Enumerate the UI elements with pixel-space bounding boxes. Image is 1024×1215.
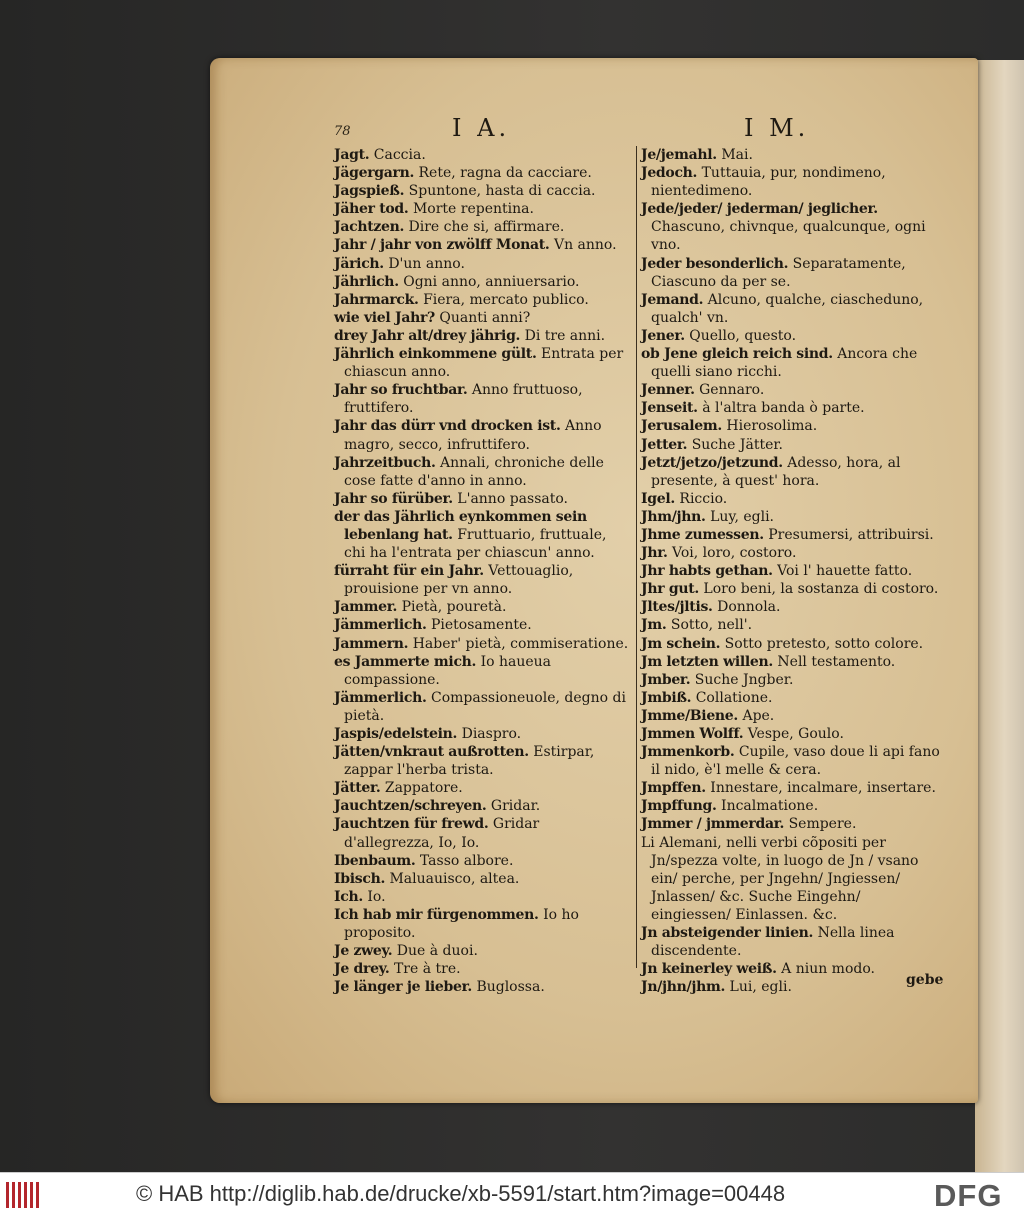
german-headword: Igel. — [641, 490, 675, 507]
dictionary-entry — [641, 399, 943, 417]
german-headword: Jmmenkorb. — [641, 744, 735, 761]
dictionary-entry — [641, 725, 943, 743]
german-headword: Jmmen Wolff. — [641, 726, 744, 742]
dictionary-entry — [334, 978, 630, 996]
dictionary-entry — [334, 255, 630, 273]
italian-translation: Voi, loro, costoro. — [672, 545, 797, 562]
running-head-right: I M. — [744, 114, 810, 142]
italian-translation: Quanti anni? — [439, 309, 531, 326]
german-headword: Jm letzten willen. — [641, 653, 773, 670]
dictionary-entry — [334, 182, 630, 200]
german-headword: Jammern. — [334, 635, 409, 652]
dictionary-entry — [334, 725, 630, 743]
footer-citation-link[interactable]: © HAB http://diglib.hab.de/drucke/xb-5591/start.htm?image=00448 — [136, 1181, 786, 1206]
italian-translation: Spuntone, hasta di caccia. — [408, 183, 596, 200]
dictionary-entry — [641, 490, 943, 508]
german-headword: Jhm/jhn. — [641, 508, 706, 525]
dictionary-entry — [641, 635, 943, 653]
german-headword: Jätten/vnkraut außrotten. — [334, 744, 529, 761]
running-head-left: I A. — [452, 114, 511, 142]
german-headword: Jemand. — [641, 291, 704, 308]
german-headword: Ich. — [334, 888, 363, 905]
italian-translation: Dire che si, affirmare. — [408, 219, 565, 236]
dictionary-entry — [334, 417, 630, 453]
german-headword: Jetter. — [641, 436, 688, 453]
dictionary-entry — [641, 580, 943, 598]
italian-translation: Separatamente, Ciascuno da per se. — [651, 255, 906, 290]
german-headword: Jmme/Biene. — [641, 707, 738, 724]
dictionary-entry — [334, 490, 630, 508]
german-headword: Jaspis/edelstein. — [334, 726, 458, 742]
italian-translation: Pietà, pouretà. — [401, 599, 507, 616]
italian-translation: Incalmatione. — [721, 798, 819, 815]
italian-translation: Loro beni, la sostanza di costoro. — [703, 581, 939, 598]
dictionary-entry — [641, 544, 943, 562]
german-headword: Ich hab mir fürgenommen. — [334, 906, 539, 923]
german-headword: Jenner. — [641, 382, 695, 399]
dfg-logo[interactable]: DFG — [934, 1178, 1003, 1213]
dictionary-entry — [334, 562, 630, 598]
dictionary-entry — [641, 671, 943, 689]
italian-translation: Buglossa. — [476, 979, 545, 996]
italian-translation: Anno magro, secco, infruttifero. — [344, 418, 602, 453]
german-headword: Jämmerlich. — [334, 689, 427, 706]
italian-translation: Zappatore. — [384, 780, 463, 797]
italian-translation: Caccia. — [373, 147, 426, 163]
german-headword: Je drey. — [334, 961, 390, 978]
dictionary-entry — [641, 598, 943, 616]
dictionary-entry — [641, 508, 943, 526]
german-headword: Ibisch. — [334, 870, 386, 887]
german-headword: Jedoch. — [641, 165, 698, 182]
hab-logo-stripe — [30, 1182, 33, 1208]
german-headword: Jagt. — [334, 147, 370, 163]
german-headword: Jagspieß. — [334, 183, 405, 200]
italian-translation: Estirpar, zappar l'herba trista. — [344, 744, 595, 779]
hab-logo-stripe — [12, 1182, 15, 1208]
german-headword: Jährlich. — [334, 273, 399, 290]
italian-translation: Tasso albore. — [419, 852, 514, 869]
german-headword: Jhr gut. — [641, 581, 699, 598]
italian-translation: D'un anno. — [388, 255, 465, 272]
italian-translation: Sempere. — [788, 816, 857, 833]
italian-translation: Haber' pietà, commiseratione. — [412, 635, 629, 652]
italian-translation: Io ho proposito. — [344, 906, 579, 942]
italian-translation: Gridar d'allegrezza, Io, Io. — [344, 816, 540, 851]
dictionary-entry — [334, 653, 630, 689]
german-headword: Je zwey. — [334, 943, 393, 960]
german-headword: Jeder besonderlich. — [641, 255, 789, 272]
italian-translation: Tre à tre. — [393, 961, 461, 978]
german-headword: Jachtzen. — [334, 219, 405, 236]
italian-translation: Pietosamente. — [430, 617, 532, 634]
dictionary-entry — [334, 164, 630, 182]
italian-translation: Lui, egli. — [729, 979, 792, 996]
german-headword: Jahrmarck. — [334, 291, 419, 308]
german-headword: Jetzt/jetzo/jetzund. — [641, 454, 783, 471]
italian-translation: Annali, chroniche delle cose fatte d'anno in anno. — [344, 454, 604, 489]
dictionary-entry — [641, 978, 943, 996]
dictionary-entry — [334, 508, 630, 562]
german-headword: es Jammerte mich. — [334, 653, 477, 670]
dictionary-entry — [641, 653, 943, 671]
hab-logo-icon[interactable] — [6, 1182, 40, 1208]
dictionary-entry — [334, 815, 630, 851]
italian-translation: Vn anno. — [553, 237, 617, 254]
german-headword: Jm schein. — [641, 635, 721, 652]
dictionary-entry — [334, 635, 630, 653]
dictionary-entry — [641, 689, 943, 707]
italian-translation: Ancora che quelli siano ricchi. — [651, 346, 918, 381]
german-headword: Järich. — [334, 255, 384, 272]
german-headword: Jn keinerley weiß. — [641, 961, 777, 978]
dictionary-entry — [334, 236, 630, 254]
italian-translation: Compassioneuole, degno di pietà. — [344, 689, 626, 724]
dictionary-entry — [641, 345, 943, 381]
italian-translation: Ogni anno, anniuersario. — [403, 273, 580, 290]
german-headword: Jmpffung. — [641, 798, 717, 815]
dictionary-entry — [641, 924, 943, 960]
dictionary-entry — [334, 327, 630, 345]
german-headword: Jahr so fürüber. — [334, 490, 453, 507]
dictionary-entry — [641, 616, 943, 634]
german-headword: Jenseit. — [641, 400, 698, 417]
german-headword: Jmbiß. — [641, 689, 692, 706]
italian-translation: Fruttuario, fruttuale, chi ha l'entrata per chiascun' anno. — [344, 526, 607, 562]
dictionary-entry — [334, 689, 630, 725]
german-headword: Jhme zumessen. — [641, 526, 764, 543]
italian-translation: Cupile, vaso doue li api fano il nido, è'l melle & cera. — [651, 744, 940, 779]
german-headword: Jätter. — [334, 780, 381, 797]
dictionary-entry — [641, 743, 943, 779]
italian-translation: Fiera, mercato publico. — [423, 291, 589, 308]
italian-translation: Li Alemani, nelli verbi cõpositi per Jn/spezza volte, in luogo de Jn / vsano ein/ perche, per Jngehn/ Jngiessen/ Jnlassen/ &c. Suche Eingehn/ eingiessen/ Einlassen. &c. — [641, 834, 919, 923]
right-column-entries — [641, 146, 943, 996]
german-headword: Jerusalem. — [641, 418, 722, 435]
italian-translation: Hierosolima. — [726, 418, 818, 435]
italian-translation: Innestare, incalmare, insertare. — [710, 780, 936, 797]
italian-translation: Chascuno, chivnque, qualcunque, ogni vno. — [651, 219, 926, 254]
dictionary-entry — [334, 906, 630, 942]
dictionary-entry — [334, 200, 630, 218]
italian-translation: Suche Jngber. — [694, 671, 794, 688]
german-headword: fürraht für ein Jahr. — [334, 563, 484, 580]
dictionary-entry — [641, 164, 943, 200]
dictionary-entry — [641, 255, 943, 291]
dictionary-entry — [641, 797, 943, 815]
column-divider — [636, 146, 637, 968]
german-headword: Jltes/jltis. — [641, 599, 713, 616]
german-headword: Jmmer / jmmerdar. — [641, 816, 785, 833]
italian-translation: Suche Jätter. — [691, 436, 784, 453]
italian-translation: Presumersi, attribuirsi. — [768, 526, 934, 543]
dictionary-entry — [334, 743, 630, 779]
italian-translation: Sotto pretesto, sotto colore. — [724, 635, 924, 652]
italian-translation: Di tre anni. — [524, 327, 606, 344]
italian-translation: Voi l' hauette fatto. — [777, 563, 913, 580]
italian-translation: Alcuno, qualche, ciascheduno, qualch' vn. — [651, 291, 924, 326]
dictionary-entry — [334, 888, 630, 906]
dictionary-entry — [334, 852, 630, 870]
hab-logo-stripe — [6, 1182, 9, 1208]
dictionary-entry — [334, 960, 630, 978]
dictionary-entry — [641, 815, 943, 833]
italian-translation: Adesso, hora, al presente, à quest' hora. — [651, 454, 901, 489]
dictionary-entry — [641, 327, 943, 345]
hab-logo-stripe — [36, 1182, 39, 1208]
german-headword: Jahr das dürr vnd drocken ist. — [334, 418, 561, 435]
italian-translation: Diaspro. — [461, 726, 522, 742]
german-headword: Jahrzeitbuch. — [334, 454, 436, 471]
italian-translation: Nell testamento. — [777, 653, 896, 670]
dictionary-entry — [334, 942, 630, 960]
footer-bar — [0, 1172, 1024, 1215]
italian-translation: Ape. — [742, 707, 775, 724]
hab-logo-stripe — [18, 1182, 21, 1208]
german-headword: Jmber. — [641, 671, 691, 688]
italian-translation: Entrata per chiascun anno. — [344, 346, 624, 381]
german-headword: Jede/jeder/ jederman/ jeglicher. — [641, 201, 878, 218]
dictionary-entry — [641, 779, 943, 797]
dictionary-entry — [334, 291, 630, 309]
italian-translation: Rete, ragna da cacciare. — [418, 165, 592, 182]
page-number: 78 — [334, 124, 351, 139]
german-headword: Jmpffen. — [641, 780, 706, 797]
dictionary-entry — [334, 273, 630, 291]
italian-translation: Tuttauia, pur, nondimeno, nientedimeno. — [651, 165, 886, 200]
german-headword: Jahr / jahr von zwölff Monat. — [334, 237, 550, 254]
italian-translation: Gridar. — [490, 798, 541, 815]
italian-translation: Due à duoi. — [396, 943, 478, 960]
german-headword: ob Jene gleich reich sind. — [641, 346, 833, 363]
italian-translation: Anno fruttuoso, fruttifero. — [344, 382, 583, 417]
german-headword: drey Jahr alt/drey jährig. — [334, 327, 521, 344]
german-headword: Jn/jhn/jhm. — [641, 979, 726, 996]
italian-translation: Gennaro. — [699, 382, 765, 399]
german-headword: Jn absteigender linien. — [641, 925, 814, 942]
adjacent-page-edge — [975, 60, 1024, 1172]
german-headword: Jammer. — [334, 599, 398, 616]
dictionary-entry — [334, 345, 630, 381]
german-headword: Jäher tod. — [334, 201, 409, 218]
german-headword: der das Jährlich eynkommen sein lebenlang hat. — [334, 508, 587, 543]
italian-translation: Vettouaglio, prouisione per vn anno. — [344, 563, 574, 598]
dictionary-entry — [334, 797, 630, 815]
german-headword: wie viel Jahr? — [334, 309, 435, 326]
dictionary-entry — [334, 616, 630, 634]
dictionary-entry — [334, 146, 630, 164]
dictionary-entry — [641, 707, 943, 725]
italian-translation: Luy, egli. — [710, 508, 775, 525]
german-headword: Jährlich einkommene gült. — [334, 346, 537, 363]
catchword: gebe — [906, 972, 944, 988]
german-headword: Jahr so fruchtbar. — [334, 382, 468, 399]
dictionary-entry — [641, 834, 943, 924]
dictionary-entry — [641, 381, 943, 399]
italian-translation: A niun modo. — [781, 961, 875, 978]
italian-translation: Vespe, Goulo. — [747, 726, 844, 742]
dictionary-entry — [641, 146, 943, 164]
dictionary-entry — [641, 562, 943, 580]
german-headword: Jm. — [641, 617, 667, 634]
dictionary-entry — [641, 454, 943, 490]
german-headword: Je länger je lieber. — [334, 979, 472, 996]
dictionary-entry — [334, 779, 630, 797]
german-headword: Jauchtzen/schreyen. — [334, 798, 487, 815]
dictionary-entry — [334, 309, 630, 327]
dictionary-entry — [334, 381, 630, 417]
italian-translation: Morte repentina. — [412, 201, 534, 218]
dictionary-entry — [334, 218, 630, 236]
italian-translation: Mai. — [721, 147, 753, 163]
german-headword: Jhr. — [641, 545, 668, 562]
dictionary-entry — [641, 526, 943, 544]
german-headword: Jämmerlich. — [334, 617, 427, 634]
dictionary-entry — [641, 417, 943, 435]
dictionary-entry — [334, 870, 630, 888]
german-headword: Je/jemahl. — [641, 147, 717, 163]
italian-translation: Io haueua compassione. — [344, 653, 552, 688]
italian-translation: Sotto, nell'. — [670, 617, 753, 634]
italian-translation: Nella linea discendente. — [651, 925, 895, 960]
italian-translation: Maluauisco, altea. — [389, 870, 520, 887]
dictionary-entry — [641, 291, 943, 327]
italian-translation: Quello, questo. — [689, 327, 797, 344]
italian-translation: Riccio. — [679, 490, 728, 507]
italian-translation: Donnola. — [717, 599, 781, 616]
dictionary-entry — [641, 960, 943, 978]
german-headword: Jener. — [641, 327, 685, 344]
italian-translation: L'anno passato. — [457, 490, 568, 507]
dictionary-entry — [334, 454, 630, 490]
dictionary-entry — [641, 436, 943, 454]
italian-translation: à l'altra banda ò parte. — [702, 400, 865, 417]
hab-logo-stripe — [24, 1182, 27, 1208]
german-headword: Jauchtzen für frewd. — [334, 816, 489, 833]
italian-translation: Io. — [367, 888, 386, 905]
german-headword: Jägergarn. — [334, 165, 415, 182]
left-column-entries — [334, 146, 630, 996]
italian-translation: Collatione. — [695, 689, 773, 706]
german-headword: Ibenbaum. — [334, 852, 416, 869]
dictionary-entry — [641, 200, 943, 254]
dictionary-entry — [334, 598, 630, 616]
german-headword: Jhr habts gethan. — [641, 563, 773, 580]
